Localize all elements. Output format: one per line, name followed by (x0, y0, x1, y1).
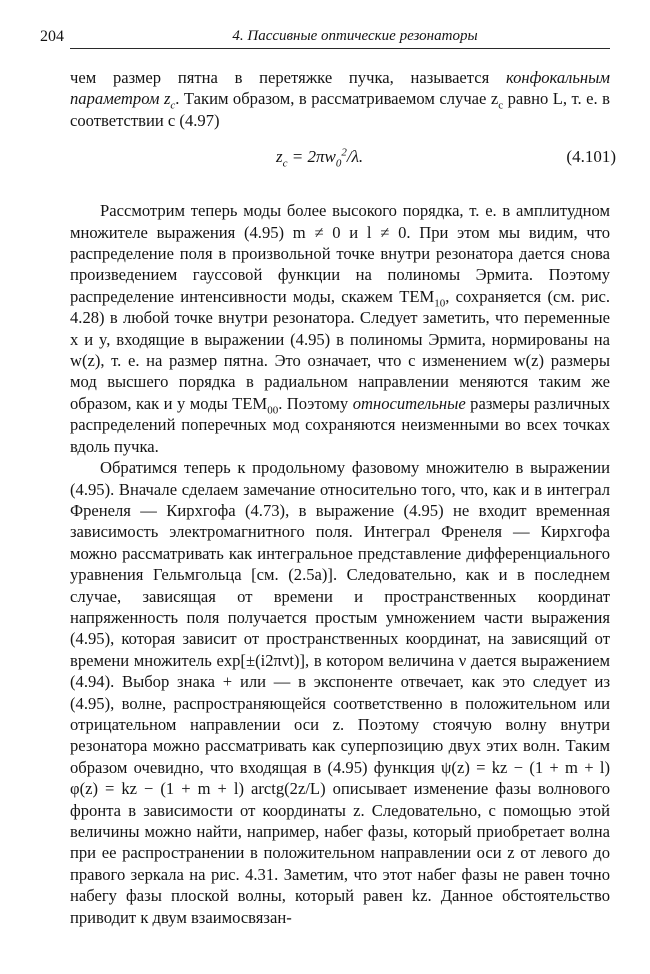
page-body (70, 67, 616, 928)
paragraph-1-text-c: равно L, т. е. в соответствии с (4.97) (70, 89, 611, 130)
paragraph-2 (70, 200, 610, 457)
paragraph-2-text-b: , сохраняется (см. рис. 4.28) в любой точке внутри резонатора. Следует заметить, что переменные x и y, входящие в выражении (4.95) в полиномы Эрмита, нормированы на w(z), т. е. на размер пятна. Это означает, что с изменением w(z) размеры мод высшего порядка в радиальном направлении меняются таким же образом, как и у моды TEM (70, 286, 610, 413)
running-title: 4. Пассивные оптические резонаторы (232, 28, 478, 44)
paragraph-1-text-a: чем размер пятна в перетяжке пучка, называется (70, 68, 506, 87)
equation-lhs: z (276, 147, 283, 167)
term-confocal-parameter: конфокальным параметром z (70, 68, 610, 109)
tem10-subscript: 10 (434, 297, 446, 310)
term-subscript: c (170, 99, 176, 112)
equation-formula (276, 146, 364, 170)
page-header (40, 26, 610, 49)
tem00-subscript: 00 (267, 404, 279, 417)
page (40, 26, 616, 928)
equation-number: (4.101) (566, 147, 616, 167)
equation-rhs-subscript: 0 (335, 157, 342, 170)
zc-subscript: c (498, 99, 504, 112)
emphasis-relative: относительные (352, 393, 466, 413)
equation-lhs-subscript: c (282, 157, 288, 170)
paragraph-1 (70, 67, 610, 131)
page-number: 204 (40, 28, 64, 45)
paragraph-2-text-c: . Поэтому (278, 393, 353, 413)
equation-rhs-b: /λ. (346, 147, 364, 167)
equation-rhs-a: = 2πw (287, 147, 336, 167)
spacer (70, 187, 610, 200)
paragraph-2-text-d: размеры различных распределений поперечных мод сохраняются неизменными во всех точках вдоль пучка. (70, 393, 610, 456)
paragraph-1-text-b: . Таким образом, в рассматриваемом случае z (175, 89, 499, 109)
equation-rhs-superscript: 2 (341, 146, 347, 159)
paragraph-3 (70, 457, 610, 928)
equation-4-101 (70, 141, 616, 175)
paragraph-3-text: Обратимся теперь к продольному фазовому множителю в выражении (4.95). Вначале сделаем замечание относительно того, что, как и в интеграл Френеля — Кирхгофа (4.73), в выражение (4.95) не входит временная зависимость электромагнитного поля. Интеграл Френеля — Кирхгофа можно рассматривать как интегральное представление дифференциального уравнения Гельмгольца [см. (2.5а)]. Следовательно, как и в последнем случае, зависящая от времени и пространственных координат напряженность поля получается простым умножением части выражения (4.95), которая зависит от пространственных координат, на зависящий от времени множитель exp[±(i2πνt)], в котором величина ν дается выражением (4.94). Выбор знака + или — в экспоненте отвечает, как это следует из (4.95), волне, распространяющейся соответственно в положительном или отрицательном направлении оси z. Поэтому стоячую волну внутри резонатора можно рассматривать как суперпозицию двух этих волн. Таким образом очевидно, что входящая в (4.95) функция ψ(z) = kz − (1 + m + l) φ(z) = kz − (1 + m + l) arctg(2z/L) описывает изменение фазы волнового фронта в зависимости от координаты z. Следовательно, с помощью этой величины можно найти, например, набег фазы, который приобретает волна при ее распространении в положительном направлении оси z от левого до правого зеркала на рис. 4.31. Заметим, что этот набег фазы не равен точно набегу фазы плоской волны, который равен kz. Данное обстоятельство приводит к двум взаимосвязан- (70, 458, 610, 927)
paragraph-2-text-a: Рассмотрим теперь моды более высокого порядка, т. е. в амплитудном множителе выражения (4.95) m ≠ 0 и l ≠ 0. При этом мы видим, что распределение поля в произвольной точке внутри резонатора дается снова произведением гауссовой функции на полиномы Эрмита. Поэтому распределение интенсивности моды, скажем TEM (70, 201, 610, 306)
